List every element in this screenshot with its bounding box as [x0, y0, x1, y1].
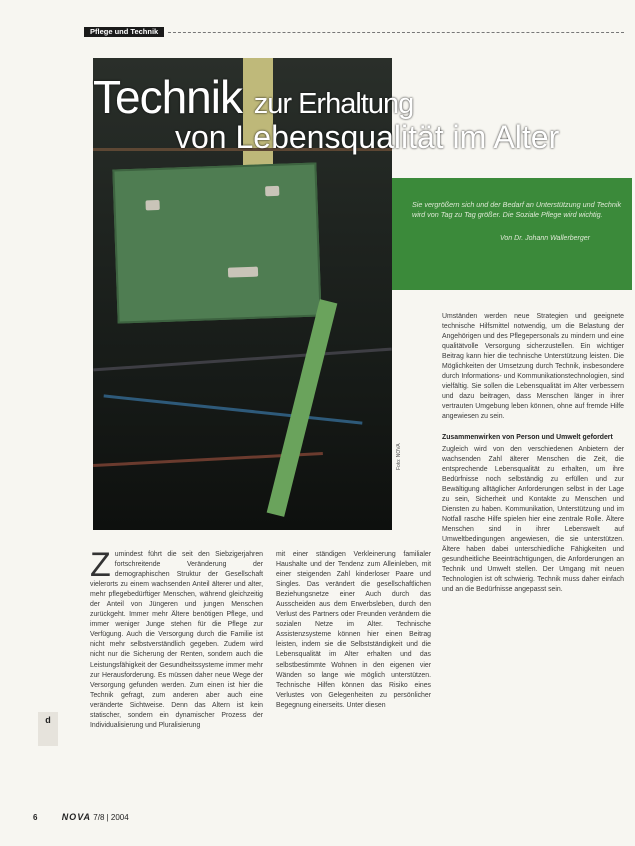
circuit-board [112, 162, 321, 323]
side-marker: d [38, 712, 58, 746]
body-text: umindest führt die seit den Siebzigerjahren fortschreitende Veränderung der demographischen Struktur der Gesellschaft vielerorts zu einem wachsenden Anteil älterer und alter, mehr pflegebedürftiger Menschen, während gleichzeitig der Anteil von Jüngeren und jungen Menschen zurückgeht. Immer mehr Ältere benötigen Pflege, und immer weniger Junge stehen für die Pflege zur Verfügung. Auch die Versorgung durch die Familie ist nicht mehr selbstverständlich gegeben. Zudem wird nicht nur die Sicherung der Renten, sondern auch die Leistungsfähigkeit der Gesundheitssysteme immer mehr zur Herausforderung. Es müssen daher neue Wege der Versorgung gefunden werden. Zum einen ist hier die Technik gefragt, zum anderen aber auch eine veränderte Sichtweise. Denn das Altern ist kein statischer, sondern ein dynamischer Prozess der Individualisierung und Pluralisierung [90, 551, 263, 729]
title-line-2: von Lebensqualität im Alter [175, 119, 560, 155]
title-word-large: Technik [93, 71, 242, 123]
issue-number: 7/8 | 2004 [93, 813, 129, 822]
title-rest-line-1: zur Erhaltung [253, 88, 414, 120]
body-column-2: mit einer ständigen Verkleinerung familialer Haushalte und der Tendenz zum Alleinleben, mit einer steigenden Zahl kinderloser Paare und Singles. Das verändert die gesellschaftlichen Beziehungsnetze einer Auch durch das Ausscheiden aus dem Erwerbsleben, durch den Verlust des Partners oder Freunden verändern die sozialen Netze im Alter. Technische Assistenzsysteme können hier einen Beitrag leisten, indem sie die Selbstständigkeit und die Lebensqualität im Alter erhalten und das selbstbestimmte Wohnen in den eigenen vier Wänden so lange wie möglich unterstützen. Technische Hilfen können das Risiko eines Verlustes von Gelegenheiten zu persönlicher Begegnung einerseits. Unter diesen [276, 551, 431, 709]
board-component [265, 186, 279, 196]
author-line: Von Dr. Johann Wallerberger [500, 235, 591, 242]
page-number: 6 [33, 813, 38, 822]
body-column-1 [90, 546, 263, 731]
subheading: Zusammenwirken von Person und Umwelt gefordert [442, 433, 613, 441]
lead-text: Sie vergrößern sich und der Bedarf an Unterstützung und Technik wird von Tag zu Tag größer. Die Soziale Pflege wird wichtig. [412, 200, 622, 219]
board-component [145, 200, 159, 210]
body-text: Umständen werden neue Strategien und geeignete technische Hilfsmittel notwendig, um die Belastung der Angehörigen und des Pflegepersonals zu mindern und eine qualitätvolle Versorgung sicherzustellen. Ein wichtiger Beitrag kann hier die technische Unterstützung leisten. Die Möglichkeiten der Umsetzung durch Technik, insbesondere durch Informations- und Kommunikationstechnologien, sind vielfältig. Sie sollen die Lebensqualität im Alter verbessern und dazu beitragen, dass Menschen länger in ihrer vertrauten Umgebung leben können, ohne auf fremde Hilfe angewiesen zu sein. [442, 313, 624, 421]
section-tag: Pflege und Technik [84, 27, 164, 37]
drop-cap: Z [90, 546, 111, 584]
photo-credit: Foto: NOVA [396, 443, 402, 470]
photo-wire [93, 348, 391, 372]
page-footer [33, 812, 129, 822]
section-header [84, 27, 624, 37]
body-text: Zugleich wird von den verschiedenen Anbietern der wachsenden Zahl älterer Menschen die Zeit, die entsprechende Lebensqualität zu erhalten, um ihre Bedürfnisse noch selbständig zu erfüllen und zur Bewältigung alltäglicher Anforderungen selbst in der Lage zu sein, Sicherheit und Kontakte zu Menschen und Diensten zu haben. Kommunikation, Unterstützung und im Notfall rasche Hilfe spielen hier eine zentrale Rolle. Ältere Menschen sind in ihrer Lebenswelt auf Umweltbedingungen angewiesen, die sie unterstützen. Ältere haben dabei unterschiedliche Fähigkeiten und gesundheitliche Beeinträchtigungen, die Anforderungen an Technik und Umwelt stellen. Der Umgang mit neuen Technologien ist oft schwierig. Technik muss daher einfach und an die Bedürfnisse angepasst sein. [442, 445, 624, 594]
board-component [228, 267, 258, 278]
magazine-name: NOVA [61, 812, 92, 822]
header-rule [168, 32, 624, 33]
photo-wire [104, 394, 363, 424]
lead-box [392, 178, 632, 290]
body-column-3 [442, 312, 624, 595]
green-ribbon-cable [267, 299, 338, 517]
title-line-1 [93, 70, 413, 124]
